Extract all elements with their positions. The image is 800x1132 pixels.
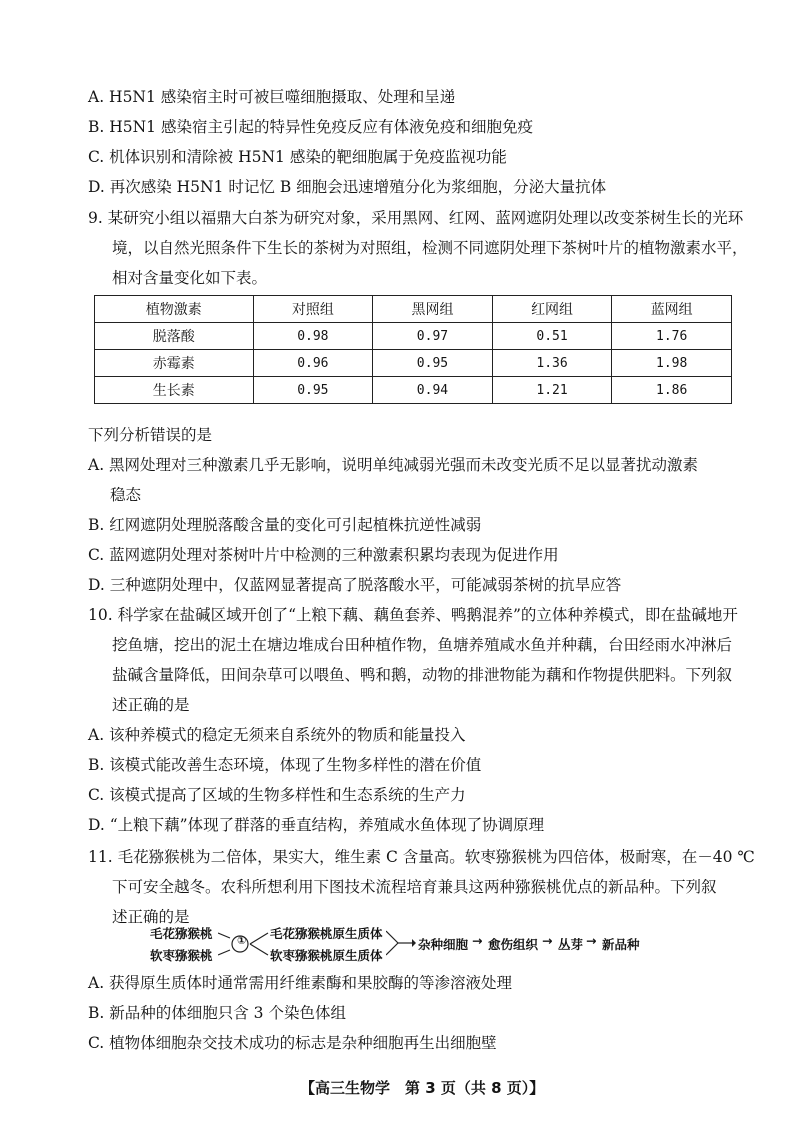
page-footer: 【高三生物学 第 3 页（共 8 页）】 — [300, 1079, 545, 1097]
table-header: 红网组 — [492, 296, 612, 323]
flow-arrow-icon: → — [472, 933, 483, 948]
table-cell: 1.76 — [612, 323, 732, 350]
fusion-arrows — [386, 928, 416, 960]
q11-option-c: C. 植物体细胞杂交技术成功的标志是杂种细胞再生出细胞壁 — [88, 1034, 497, 1052]
table-header: 蓝网组 — [612, 296, 732, 323]
q9-option-c: C. 蓝网遮阴处理对茶树叶片中检测的三种激素积累均表现为促进作用 — [88, 546, 559, 564]
q9-stem-line-3: 相对含量变化如下表。 — [112, 269, 268, 287]
callus-label: 愈伤组织 — [488, 937, 539, 952]
q9-stem-line-1: 9. 某研究小组以福鼎大白茶为研究对象，采用黑网、红网、蓝网遮阴处理以改变茶树生长的光环 — [88, 209, 744, 227]
q11-option-a: A. 获得原生质体时通常需用纤维素酶和果胶酶的等渗溶液处理 — [88, 974, 513, 992]
q8-option-a: A. H5N1 感染宿主时可被巨噬细胞摄取、处理和呈递 — [88, 88, 456, 106]
plant-1-label: 毛花猕猴桃 — [150, 926, 213, 941]
q10-stem-line-4: 述正确的是 — [112, 696, 190, 714]
table-header-row — [95, 296, 732, 323]
table-header: 黑网组 — [373, 296, 493, 323]
q8-option-b: B. H5N1 感染宿主引起的特异性免疫反应有体液免疫和细胞免疫 — [88, 118, 533, 136]
q10-stem-line-2: 挖鱼塘，挖出的泥土在塘边堆成台田种植作物，鱼塘养殖咸水鱼并种藕，台田经雨水冲淋后 — [112, 636, 733, 654]
q10-option-b: B. 该模式能改善生态环境，体现了生物多样性的潜在价值 — [88, 756, 482, 774]
q9-option-b: B. 红网遮阴处理脱落酸含量的变化可引起植株抗逆性减弱 — [88, 516, 482, 534]
hormone-table — [94, 295, 732, 404]
table-cell: 0.98 — [253, 323, 373, 350]
table-cell: 0.95 — [253, 377, 373, 404]
q10-stem-line-1: 10. 科学家在盐碱区域开创了“上粮下藕、藕鱼套养、鸭鹅混养”的立体种养模式，即在盐碱地开 — [88, 606, 738, 624]
table-cell: 0.51 — [492, 323, 612, 350]
table-cell: 0.95 — [373, 350, 493, 377]
flow-arrow-icon: → — [586, 933, 597, 948]
table-cell: 1.86 — [612, 377, 732, 404]
technique-flow-diagram — [150, 922, 690, 964]
table-row — [95, 350, 732, 377]
q9-option-a: A. 黑网处理对三种激素几乎无影响，说明单纯减弱光强而未改变光质不足以显著扰动激素 — [88, 456, 699, 474]
table-cell: 脱落酸 — [95, 323, 254, 350]
table-cell: 1.21 — [492, 377, 612, 404]
shoot-label: 丛芽 — [558, 937, 584, 952]
table-row — [95, 377, 732, 404]
table-cell: 0.97 — [373, 323, 493, 350]
protoplast-1-label: 毛花猕猴桃原生质体 — [270, 926, 383, 941]
q11-stem-line-3: 述正确的是 — [112, 908, 190, 926]
q10-stem-line-3: 盐碱含量降低，田间杂草可以喂鱼、鸭和鹅，动物的排泄物能为藕和作物提供肥料。下列叙 — [112, 666, 733, 684]
table-cell: 赤霉素 — [95, 350, 254, 377]
q9-option-d: D. 三种遮阴处理中，仅蓝网显著提高了脱落酸水平，可能减弱茶树的抗旱应答 — [88, 576, 622, 594]
q11-stem-line-2: 下可安全越冬。农科所想利用下图技术流程培育兼具这两种猕猴桃优点的新品种。下列叙 — [112, 878, 717, 896]
q10-option-a: A. 该种养模式的稳定无须来自系统外的物质和能量投入 — [88, 726, 466, 744]
hybrid-cell-label: 杂种细胞 — [418, 937, 469, 952]
table-header: 对照组 — [253, 296, 373, 323]
q11-option-b: B. 新品种的体细胞只含 3 个染色体组 — [88, 1004, 346, 1022]
q9-question: 下列分析错误的是 — [88, 426, 213, 444]
protoplast-2-label: 软枣猕猴桃原生质体 — [270, 948, 383, 963]
table-header: 植物激素 — [95, 296, 254, 323]
q8-option-c: C. 机体识别和清除被 H5N1 感染的靶细胞属于免疫监视功能 — [88, 148, 507, 166]
table-cell: 1.36 — [492, 350, 612, 377]
flow-arrow-icon: → — [542, 933, 553, 948]
q8-option-d: D. 再次感染 H5N1 时记忆 B 细胞会迅速增殖分化为浆细胞，分泌大量抗体 — [88, 178, 607, 196]
plant-2-label: 软枣猕猴桃 — [150, 948, 213, 963]
q10-option-d: D. “上粮下藕”体现了群落的垂直结构，养殖咸水鱼体现了协调原理 — [88, 816, 545, 834]
table-cell: 1.98 — [612, 350, 732, 377]
table-row — [95, 323, 732, 350]
step-1-marker: ① — [237, 934, 247, 947]
q11-stem-line-1: 11. 毛花猕猴桃为二倍体，果实大，维生素 C 含量高。软枣猕猴桃为四倍体，极耐寒，在－40 ℃ — [88, 848, 755, 866]
q9-option-a-cont: 稳态 — [110, 486, 142, 504]
new-variety-label: 新品种 — [602, 937, 640, 952]
table-cell: 0.94 — [373, 377, 493, 404]
q9-stem-line-2: 境，以自然光照条件下生长的茶树为对照组，检测不同遮阴处理下茶树叶片的植物激素水平， — [112, 239, 748, 257]
table-cell: 生长素 — [95, 377, 254, 404]
table-cell: 0.96 — [253, 350, 373, 377]
q10-option-c: C. 该模式提高了区域的生物多样性和生态系统的生产力 — [88, 786, 466, 804]
